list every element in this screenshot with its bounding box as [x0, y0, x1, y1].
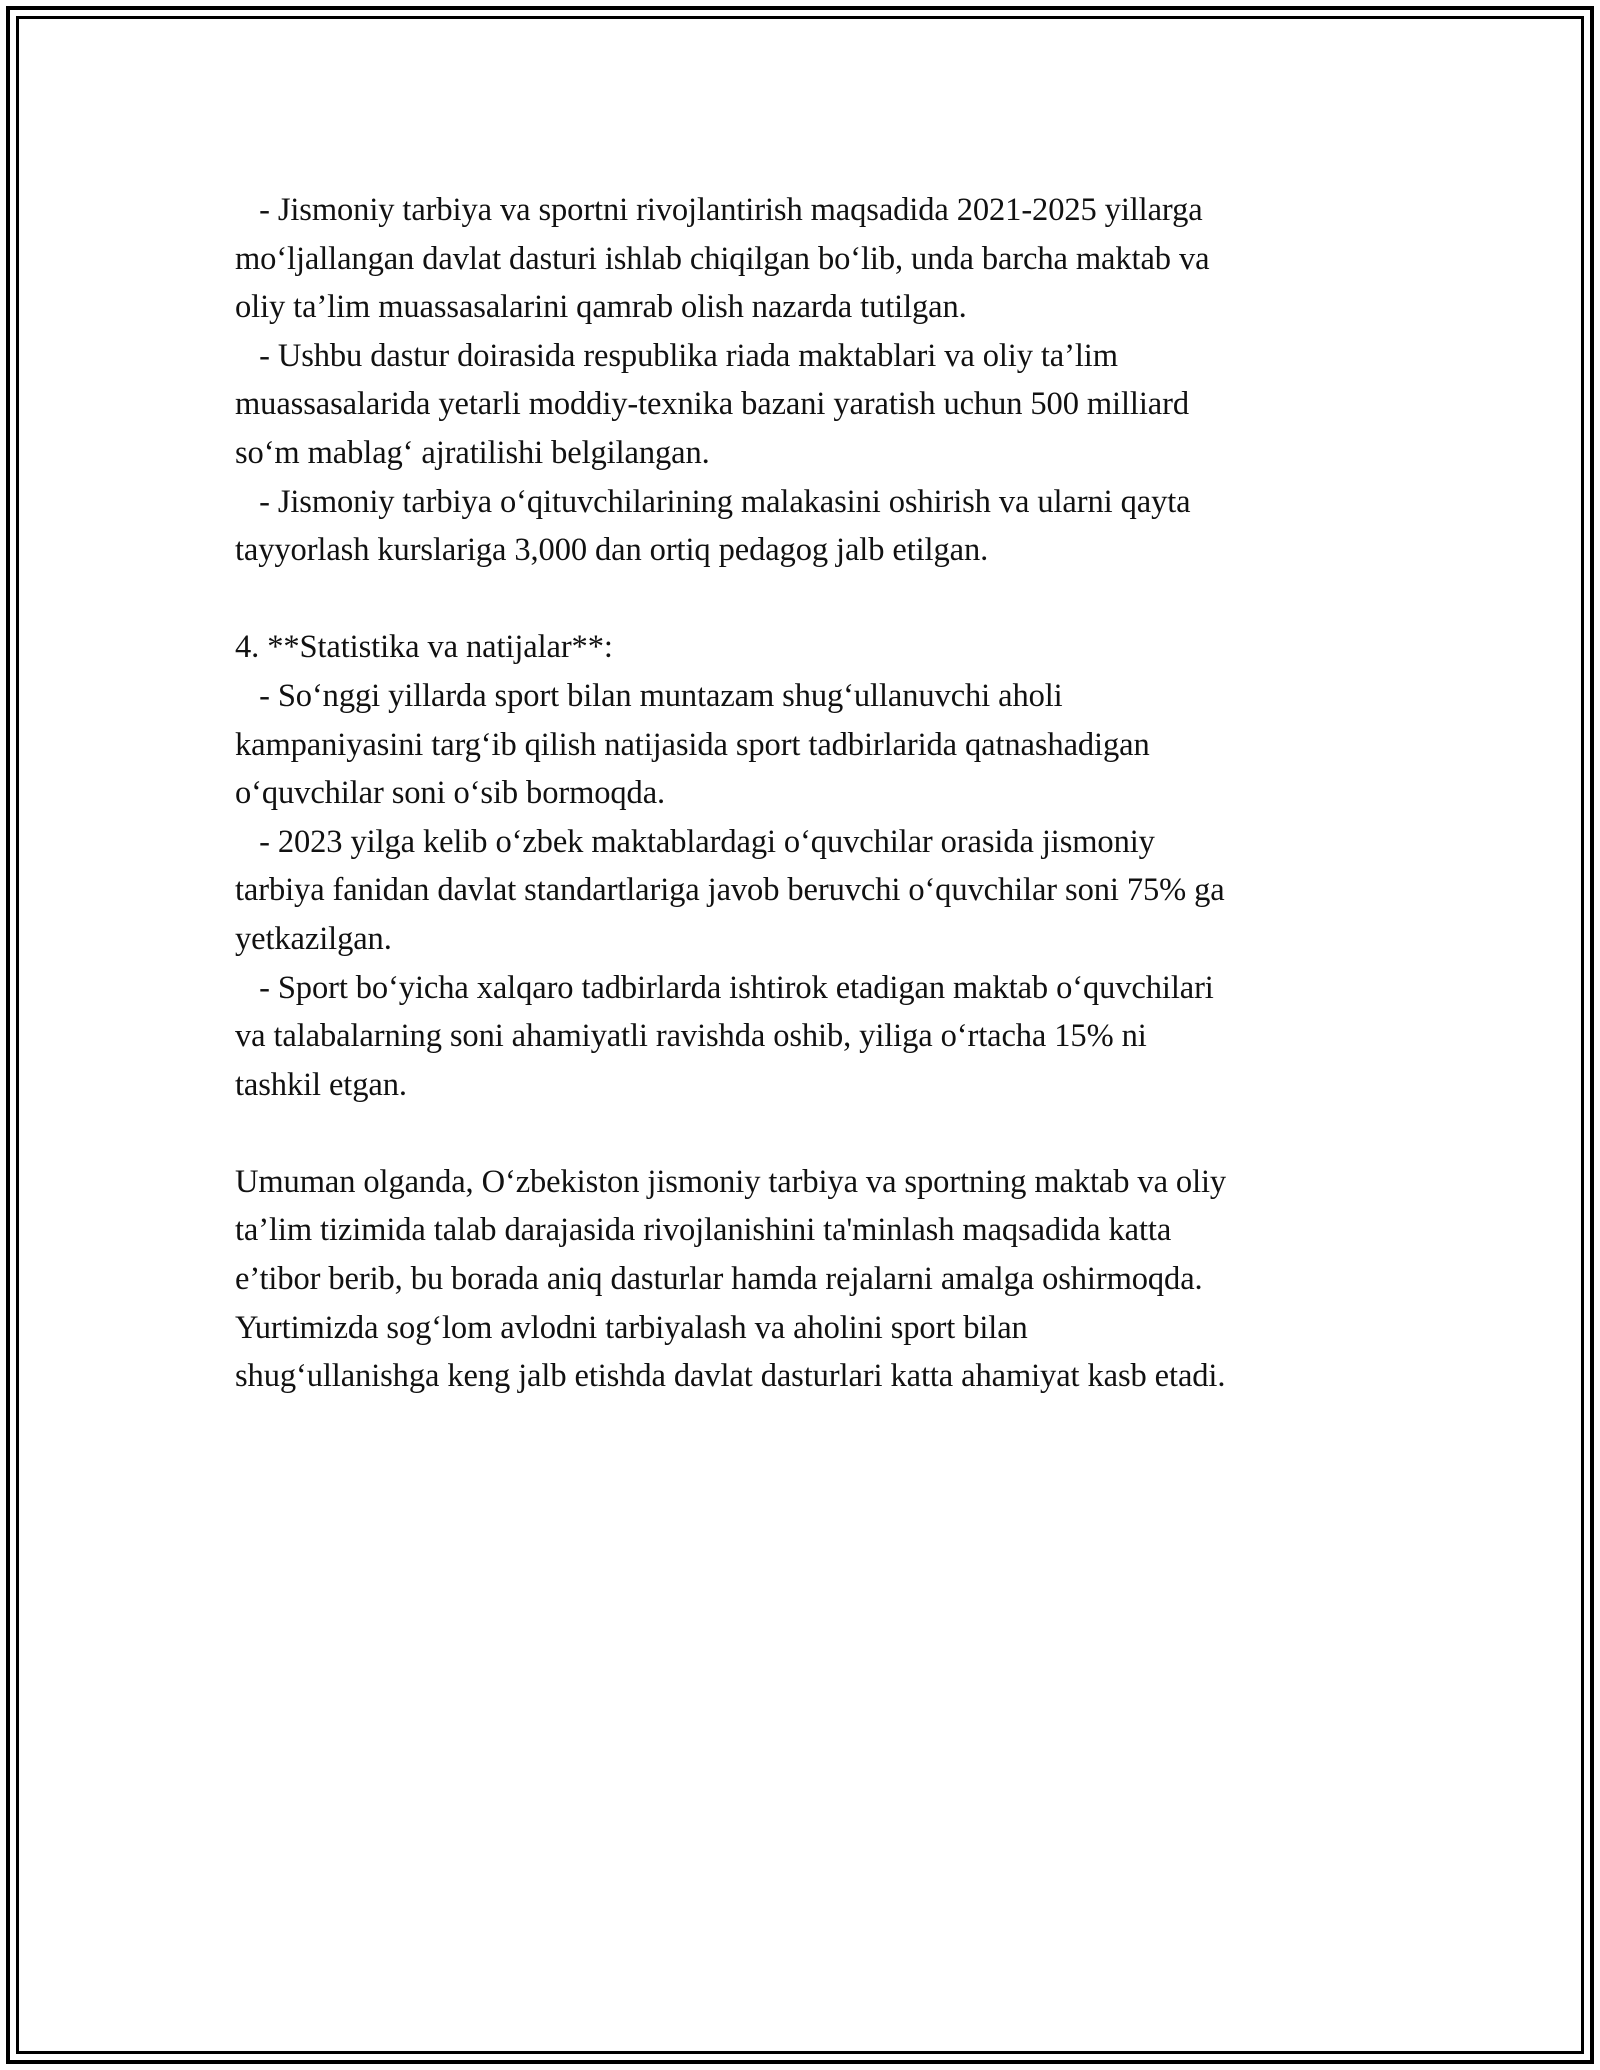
text-line: e’tibor berib, bu borada aniq dasturlar hamda rejalarni amalga oshirmoqda. — [235, 1261, 1203, 1298]
text-line: va talabalarning soni ahamiyatli ravishda oshib, yiliga o‘rtacha 15% ni — [235, 1018, 1147, 1055]
text-line: yetkazilgan. — [235, 920, 392, 957]
text-line: - Ushbu dastur doirasida respublika riada maktablari va oliy ta’lim — [235, 337, 1118, 374]
blank-line — [235, 575, 1385, 624]
text-line: shug‘ullanishga keng jalb etishda davlat dasturlari katta ahamiyat kasb etadi. — [235, 1358, 1226, 1395]
text-line: so‘m mablag‘ ajratilishi belgilangan. — [235, 434, 710, 471]
text-line: Umuman olganda, O‘zbekiston jismoniy tarbiya va sportning maktab va oliy — [235, 1163, 1227, 1200]
text-line: o‘quvchilar soni o‘sib bormoqda. — [235, 775, 666, 812]
text-line: kampaniyasini targ‘ib qilish natijasida sport tadbirlarida qatnashadigan — [235, 726, 1150, 763]
blank-line — [235, 1109, 1385, 1158]
text-line: - 2023 yilga kelib o‘zbek maktablardagi o‘quvchilar orasida jismoniy — [235, 823, 1155, 860]
section-heading: 4. **Statistika va natijalar**: — [235, 629, 613, 666]
text-line: muassasalarida yetarli moddiy-texnika bazani yaratish uchun 500 milliard — [235, 386, 1189, 423]
text-line: - So‘nggi yillarda sport bilan muntazam shug‘ullanuvchi aholi — [235, 677, 1063, 714]
text-line: - Jismoniy tarbiya o‘qituvchilarining malakasini oshirish va ularni qayta — [235, 483, 1191, 520]
text-line: tarbiya fanidan davlat standartlariga javob beruvchi o‘quvchilar soni 75% ga — [235, 872, 1225, 909]
text-line: tashkil etgan. — [235, 1066, 407, 1103]
text-line: - Sport bo‘yicha xalqaro tadbirlarda ishtirok etadigan maktab o‘quvchilari — [235, 969, 1214, 1006]
text-line: Yurtimizda sog‘lom avlodni tarbiyalash va aholini sport bilan — [235, 1309, 1028, 1346]
text-line: - Jismoniy tarbiya va sportni rivojlantirish maqsadida 2021-2025 yillarga — [235, 192, 1203, 228]
text-line: ta’lim tizimida talab darajasida rivojlanishini ta'minlash maqsadida katta — [235, 1212, 1172, 1249]
text-line: mo‘ljallangan davlat dasturi ishlab chiqilgan bo‘lib, unda barcha maktab va — [235, 240, 1210, 277]
text-line: oliy ta’lim muassasalarini qamrab olish nazarda tutilgan. — [235, 289, 967, 326]
document-body — [235, 186, 1385, 1401]
text-line: tayyorlash kurslariga 3,000 dan ortiq pedagog jalb etilgan. — [235, 532, 989, 569]
